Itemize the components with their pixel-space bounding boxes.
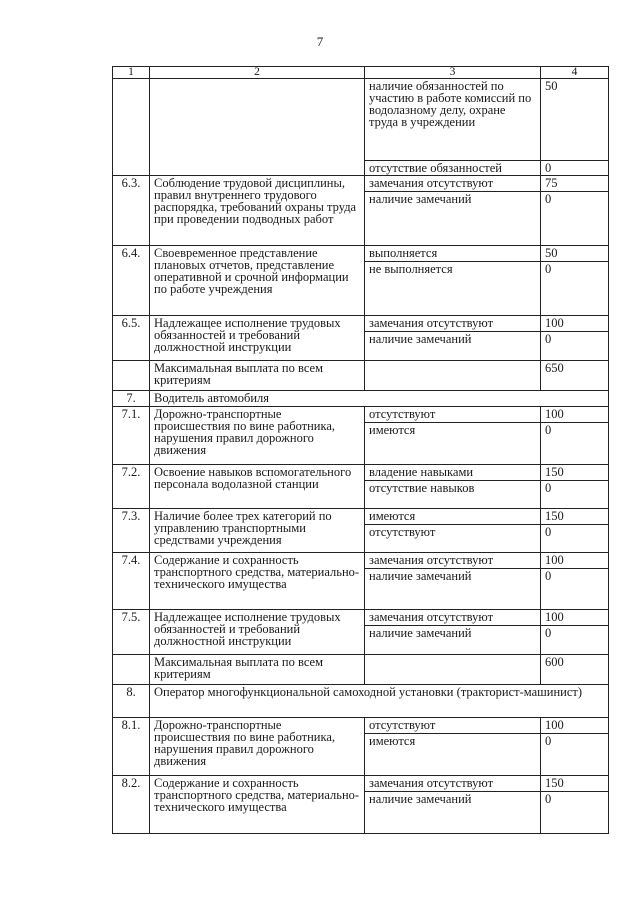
score-value: 0 (541, 734, 609, 776)
condition-text: замечания отсутствуют (365, 316, 541, 332)
score-value: 100 (541, 610, 609, 626)
score-value: 150 (541, 465, 609, 481)
table-header-row (113, 67, 609, 79)
score-value: 100 (541, 407, 609, 423)
score-value: 0 (541, 262, 609, 316)
score-value: 0 (541, 332, 609, 361)
condition-text: замечания отсутствуют (365, 176, 541, 192)
score-value: 50 (541, 79, 609, 161)
table-row (113, 718, 609, 734)
condition-text: наличие замечаний (365, 332, 541, 361)
criterion-text: Содержание и сохранность транспортного средства, материально-технического имущества (150, 776, 365, 834)
criterion-number: 8.2. (113, 776, 150, 834)
empty-cell (113, 655, 150, 685)
condition-text: имеются (365, 509, 541, 525)
condition-text: наличие замечаний (365, 626, 541, 655)
max-payment-label: Максимальная выплата по всем критериям (150, 655, 365, 685)
condition-text: не выполняется (365, 262, 541, 316)
score-value: 0 (541, 626, 609, 655)
empty-cell (113, 361, 150, 391)
section-row (113, 391, 609, 407)
condition-text: отсутствуют (365, 407, 541, 423)
section-number: 7. (113, 391, 150, 407)
table-row (113, 553, 609, 569)
max-payment-label: Максимальная выплата по всем критериям (150, 361, 365, 391)
criterion-number: 8.1. (113, 718, 150, 776)
table-row (113, 509, 609, 525)
score-value: 0 (541, 792, 609, 834)
score-value: 0 (541, 525, 609, 553)
max-payment-row (113, 361, 609, 391)
max-payment-value: 600 (541, 655, 609, 685)
score-value: 0 (541, 423, 609, 465)
condition-text: замечания отсутствуют (365, 610, 541, 626)
score-value: 0 (541, 569, 609, 610)
criterion-text: Своевременное представление плановых отчетов, представление оперативной и срочной информации по работе учреждения (150, 246, 365, 316)
condition-text: замечания отсутствуют (365, 553, 541, 569)
table-row (113, 316, 609, 332)
score-value: 75 (541, 176, 609, 192)
condition-text: отсутствие навыков (365, 481, 541, 509)
condition-text: отсутствуют (365, 525, 541, 553)
condition-text: наличие обязанностей по участию в работе комиссий по водолазному делу, охране труда в учреждении (365, 79, 541, 161)
condition-text: имеются (365, 734, 541, 776)
criterion-text: Содержание и сохранность транспортного средства, материально-технического имущества (150, 553, 365, 610)
criterion-number: 7.1. (113, 407, 150, 465)
criterion-text: Дорожно-транспортные происшествия по вине работника, нарушения правил дорожного движения (150, 407, 365, 465)
criterion-number: 6.4. (113, 246, 150, 316)
score-value: 50 (541, 246, 609, 262)
table-row (113, 246, 609, 262)
condition-text: наличие замечаний (365, 569, 541, 610)
criteria-table (112, 66, 609, 834)
score-value: 100 (541, 718, 609, 734)
section-title: Водитель автомобиля (150, 391, 609, 407)
table-row (113, 407, 609, 423)
score-value: 150 (541, 509, 609, 525)
table-row (113, 610, 609, 626)
max-payment-row (113, 655, 609, 685)
table-row (113, 176, 609, 192)
empty-cell (365, 361, 541, 391)
section-title: Оператор многофункциональной самоходной установки (тракторист-машинист) (150, 685, 609, 718)
criterion-number: 7.2. (113, 465, 150, 509)
header-col-2: 2 (150, 67, 365, 79)
score-value: 0 (541, 161, 609, 176)
score-value: 100 (541, 316, 609, 332)
criterion-text: Надлежащее исполнение трудовых обязанностей и требований должностной инструкции (150, 316, 365, 361)
criterion-text: Надлежащее исполнение трудовых обязанностей и требований должностной инструкции (150, 610, 365, 655)
criterion-text (150, 79, 365, 176)
criterion-number: 7.5. (113, 610, 150, 655)
criterion-text: Наличие более трех категорий по управлению транспортными средствами учреждения (150, 509, 365, 553)
condition-text: наличие замечаний (365, 792, 541, 834)
header-col-1: 1 (113, 67, 150, 79)
criterion-number: 6.3. (113, 176, 150, 246)
condition-text: владение навыками (365, 465, 541, 481)
page-number: 7 (316, 34, 324, 49)
score-value: 0 (541, 192, 609, 246)
condition-text: наличие замечаний (365, 192, 541, 246)
condition-text: замечания отсутствуют (365, 776, 541, 792)
score-value: 0 (541, 481, 609, 509)
criterion-text: Соблюдение трудовой дисциплины, правил внутреннего трудового распорядка, требований охраны труда при проведении подводных работ (150, 176, 365, 246)
condition-text: выполняется (365, 246, 541, 262)
score-value: 100 (541, 553, 609, 569)
header-col-4: 4 (541, 67, 609, 79)
criterion-text: Дорожно-транспортные происшествия по вине работника, нарушения правил дорожного движения (150, 718, 365, 776)
empty-cell (365, 655, 541, 685)
section-row (113, 685, 609, 718)
condition-text: имеются (365, 423, 541, 465)
criterion-number: 6.5. (113, 316, 150, 361)
criterion-number: 7.3. (113, 509, 150, 553)
table-row (113, 776, 609, 792)
condition-text: отсутствуют (365, 718, 541, 734)
criterion-text: Освоение навыков вспомогательного персонала водолазной станции (150, 465, 365, 509)
header-col-3: 3 (365, 67, 541, 79)
table-row (113, 465, 609, 481)
score-value: 150 (541, 776, 609, 792)
condition-text: отсутствие обязанностей (365, 161, 541, 176)
criterion-number: 7.4. (113, 553, 150, 610)
criterion-number (113, 79, 150, 176)
table-row (113, 79, 609, 161)
section-number: 8. (113, 685, 150, 718)
max-payment-value: 650 (541, 361, 609, 391)
